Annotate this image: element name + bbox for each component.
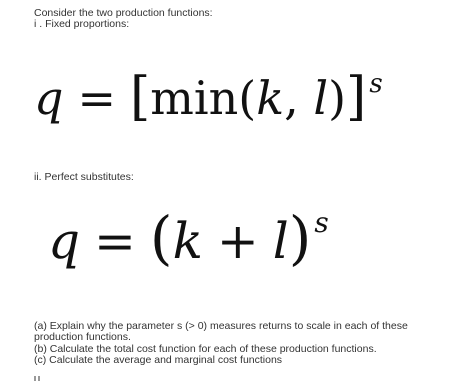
eq1-open-bracket: [ — [130, 67, 151, 127]
eq1-min: min — [150, 71, 239, 125]
truncated-text-fragment — [34, 376, 46, 381]
eq2-plus: + — [216, 212, 259, 270]
eq1-open-paren: ( — [238, 71, 257, 125]
intro-line-2: i . Fixed proportions: — [34, 18, 130, 30]
eq1-close-paren: ) — [328, 71, 347, 125]
eq1-k: k — [256, 71, 285, 125]
intro-line-1: Consider the two production functions: — [34, 7, 213, 19]
question-c: (c) Calculate the average and marginal cost functions — [34, 354, 283, 366]
question-a-line-1: (a) Explain why the parameter s (> 0) measures returns to scale in each of these — [34, 320, 408, 332]
eq1-equals: = — [77, 71, 116, 125]
eq2-open-paren: ( — [149, 204, 173, 272]
truncated-glyph-icon — [34, 376, 46, 381]
eq2-equals: = — [94, 212, 136, 270]
question-a-line-2: production functions. — [34, 331, 131, 343]
eq1-close-bracket: ] — [346, 67, 367, 127]
eq1-l: l — [313, 71, 329, 125]
fixed-proportions-equation — [34, 67, 383, 131]
eq2-close-paren: ) — [288, 204, 312, 272]
eq1-exponent: s — [369, 69, 383, 99]
eq1-comma: , — [284, 71, 299, 125]
perfect-substitutes-label: ii. Perfect substitutes: — [34, 171, 134, 183]
eq2-exponent: s — [314, 206, 329, 239]
eq2-l: l — [272, 212, 289, 270]
eq1-q: q — [34, 71, 64, 125]
eq2-q: q — [48, 212, 81, 270]
perfect-substitutes-equation — [48, 204, 329, 277]
question-b: (b) Calculate the total cost function for each of these production functions. — [34, 343, 377, 355]
eq2-k: k — [172, 212, 203, 270]
